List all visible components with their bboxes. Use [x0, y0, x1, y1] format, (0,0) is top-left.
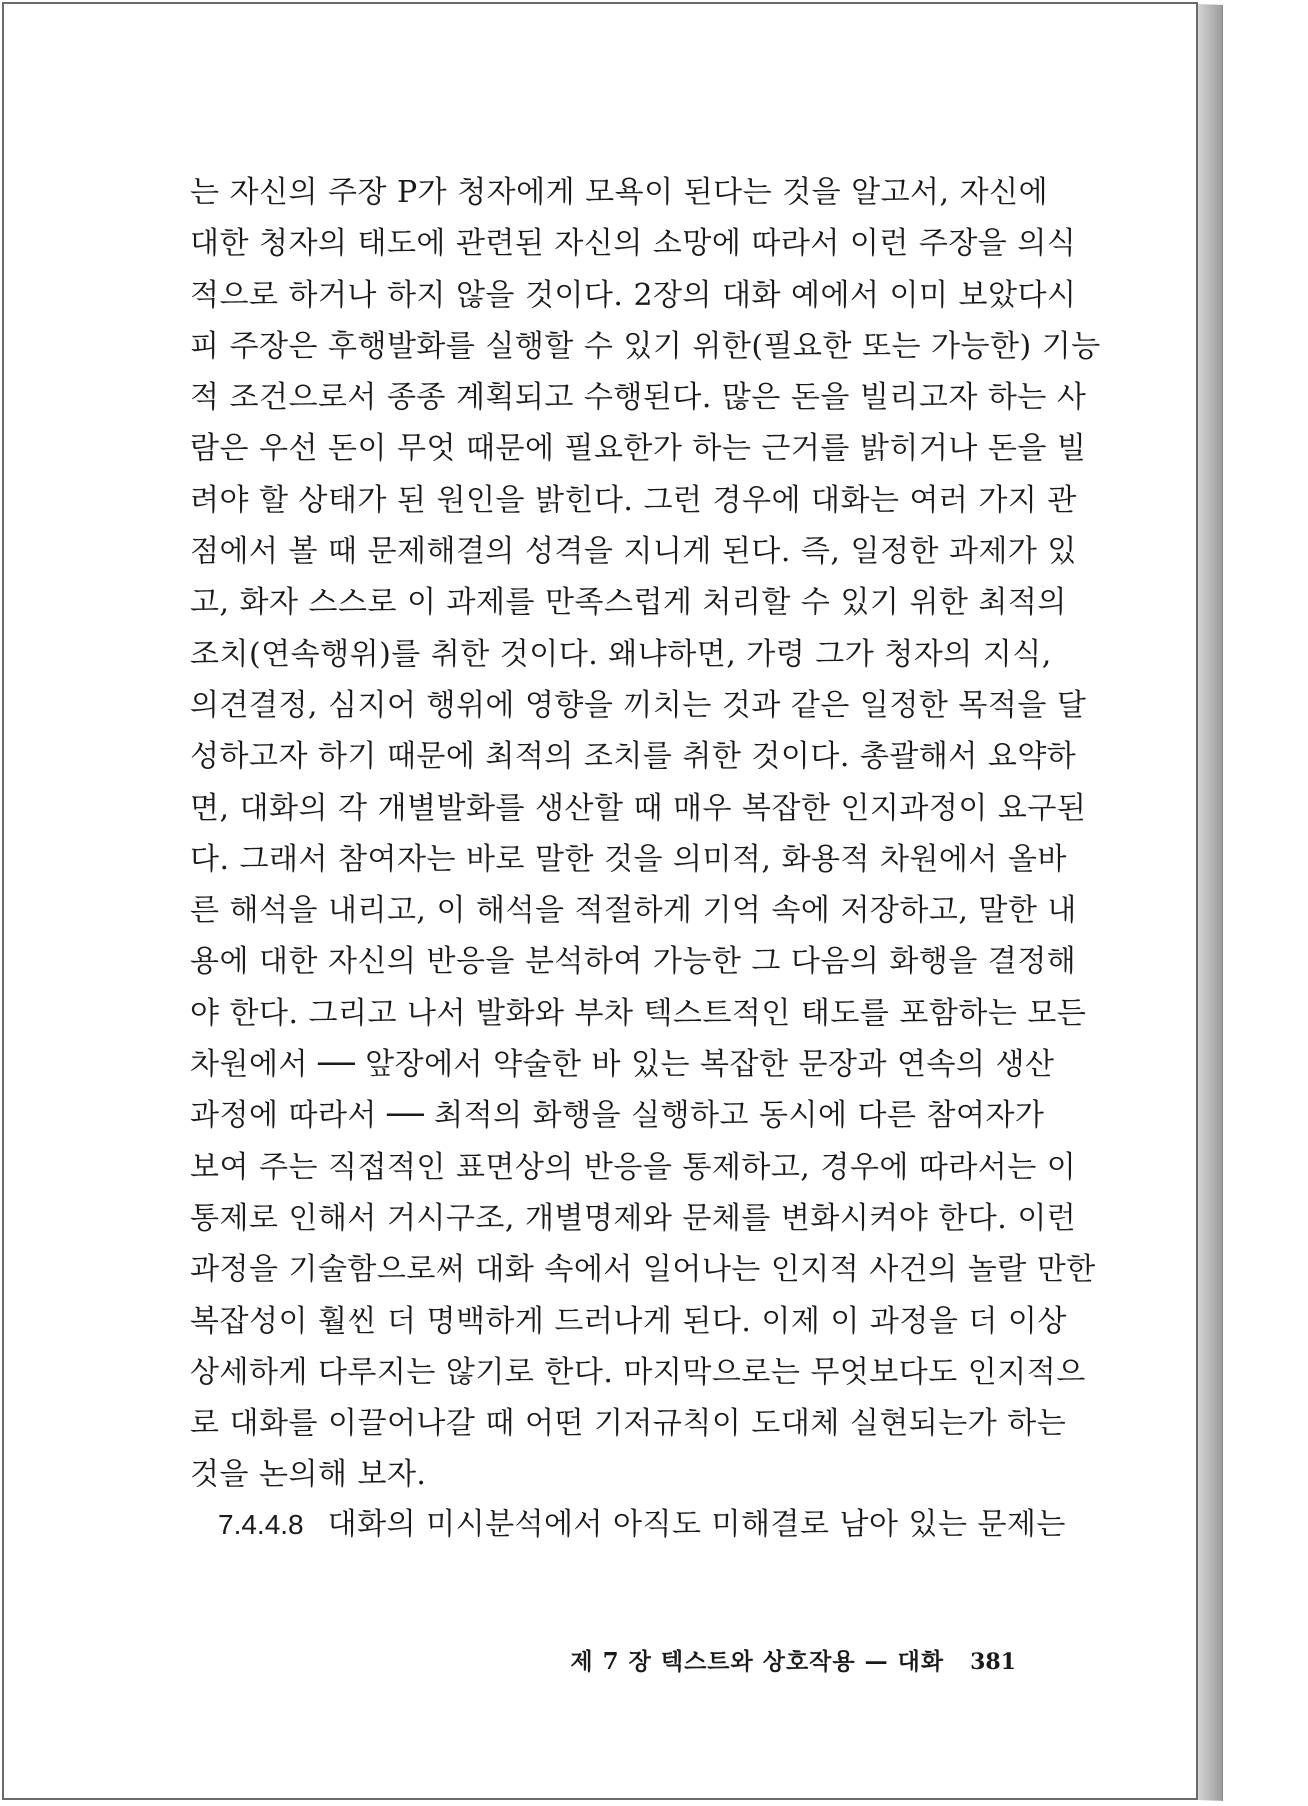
page-stack-edge	[1196, 4, 1223, 1801]
text-line: 과정을 기술함으로써 대화 속에서 일어나는 인지적 사건의 놀랄 만한	[190, 1252, 1096, 1288]
text-line: 용에 대한 자신의 반응을 분석하여 가능한 그 다음의 화행을 결정해	[190, 944, 1077, 980]
text-line: 대한 청자의 태도에 관련된 자신의 소망에 따라서 이런 주장을 의식	[190, 226, 1077, 262]
text-line: 상세하게 다루지는 않기로 한다. 마지막으로는 무엇보다도 인지적으	[190, 1354, 1086, 1390]
book-page	[2, 2, 1198, 1800]
body-paragraph	[190, 167, 1101, 1501]
text-line: 과정에 따라서 ── 최적의 화행을 실행하고 동시에 다른 참여자가	[190, 1098, 1045, 1134]
text-line: 성하고자 하기 때문에 최적의 조치를 취한 것이다. 총괄해서 요약하	[190, 739, 1077, 775]
text-line: 는 자신의 주장 P가 청자에게 모욕이 된다는 것을 알고서, 자신에	[190, 175, 1049, 210]
text-line: 고, 화자 스스로 이 과제를 만족스럽게 처리할 수 있기 위한 최적의	[190, 585, 1067, 621]
section-heading-line	[218, 1500, 1066, 1550]
text-line: 피 주장은 후행발화를 실행할 수 있기 위한(필요한 또는 가능한) 기능	[190, 328, 1101, 364]
running-footer	[570, 1642, 1016, 1682]
text-line: 로 대화를 이끌어나갈 때 어떤 기저규칙이 도대체 실현되는가 하는	[190, 1406, 1067, 1442]
text-line: 통제로 인해서 거시구조, 개별명제와 문체를 변화시켜야 한다. 이런	[190, 1200, 1077, 1236]
page-number: 381	[970, 1649, 1016, 1675]
text-line: 야 한다. 그리고 나서 발화와 부차 텍스트적인 태도를 포함하는 모든	[190, 995, 1087, 1031]
text-line: 차원에서 ── 앞장에서 약술한 바 있는 복잡한 문장과 연속의 생산	[190, 1047, 1055, 1083]
text-line: 조치(연속행위)를 취한 것이다. 왜냐하면, 가령 그가 청자의 지식,	[190, 636, 1052, 672]
text-line: 복잡성이 훨씬 더 명백하게 드러나게 된다. 이제 이 과정을 더 이상	[190, 1303, 1067, 1339]
text-line: 보여 주는 직접적인 표면상의 반응을 통제하고, 경우에 따라서는 이	[190, 1149, 1077, 1185]
section-number: 7.4.4.8	[218, 1509, 304, 1540]
text-line: 점에서 볼 때 문제해결의 성격을 지니게 된다. 즉, 일정한 과제가 있	[190, 534, 1077, 570]
footer-chapter-title: 제 7 장 텍스트와 상호작용 — 대화	[570, 1648, 945, 1675]
section-text: 대화의 미시분석에서 아직도 미해결로 남아 있는 문제는	[327, 1507, 1066, 1542]
text-line: 려야 할 상태가 된 원인을 밝힌다. 그런 경우에 대화는 여러 가지 관	[190, 482, 1077, 518]
text-line: 다. 그래서 참여자는 바로 말한 것을 의미적, 화용적 차원에서 올바	[190, 841, 1067, 877]
text-line: 적 조건으로서 종종 계획되고 수행된다. 많은 돈을 빌리고자 하는 사	[190, 380, 1087, 416]
text-line: 람은 우선 돈이 무엇 때문에 필요한가 하는 근거를 밝히거나 돈을 빌	[190, 431, 1087, 467]
text-line: 적으로 하거나 하지 않을 것이다. 2장의 대화 예에서 이미 보았다시	[190, 277, 1077, 313]
text-line: 른 해석을 내리고, 이 해석을 적절하게 기억 속에 저장하고, 말한 내	[190, 893, 1077, 929]
text-line: 의견결정, 심지어 행위에 영향을 끼치는 것과 같은 일정한 목적을 달	[190, 687, 1087, 723]
text-line: 면, 대화의 각 개별발화를 생산할 때 매우 복잡한 인지과정이 요구된	[190, 790, 1087, 826]
text-line: 것을 논의해 보자.	[190, 1457, 427, 1493]
